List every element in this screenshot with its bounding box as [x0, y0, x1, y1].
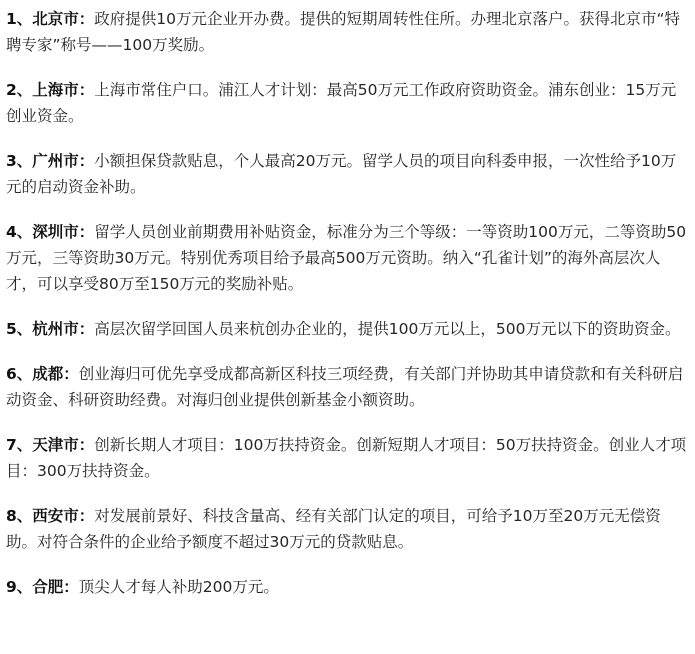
policy-item-shanghai — [6, 77, 689, 129]
city-label: 5、杭州市： — [6, 320, 95, 338]
policy-text: 留学人员创业前期费用补贴资金，标准分为三个等级：一等资助100万元，二等资助50万元，三等资助30万元。特别优秀项目给予最高500万元资助。纳入“孔雀计划”的海外高层次人才，可以享受80万至150万元的奖励补贴。 — [6, 223, 687, 293]
policy-text: 顶尖人才每人补助200万元。 — [78, 578, 279, 596]
city-label: 9、合肥： — [6, 578, 79, 596]
policy-text: 小额担保贷款贴息，个人最高20万元。留学人员的项目向科委申报，一次性给予10万元的启动资金补助。 — [6, 152, 677, 196]
city-label: 6、成都： — [6, 365, 79, 383]
policy-text: 高层次留学回国人员来杭创办企业的，提供100万元以上，500万元以下的资助资金。 — [94, 320, 681, 338]
city-label: 3、广州市： — [6, 152, 95, 170]
city-label: 1、北京市： — [6, 10, 95, 28]
policy-text: 上海市常住户口。浦江人才计划：最高50万元工作政府资助资金。浦东创业：15万元创业资金。 — [6, 81, 677, 125]
policy-item-hefei — [6, 574, 689, 600]
policy-item-guangzhou — [6, 148, 689, 200]
policy-item-beijing — [6, 6, 689, 58]
city-label: 7、天津市： — [6, 436, 95, 454]
policy-text: 创业海归可优先享受成都高新区科技三项经费，有关部门并协助其申请贷款和有关科研启动资金、科研资助经费。对海归创业提供创新基金小额资助。 — [6, 365, 684, 409]
city-label: 8、西安市： — [6, 507, 95, 525]
policy-item-chengdu — [6, 361, 689, 413]
city-label: 4、深圳市： — [6, 223, 95, 241]
policy-item-hangzhou — [6, 316, 689, 342]
policy-item-tianjin — [6, 432, 689, 484]
city-label: 2、上海市： — [6, 81, 95, 99]
policy-item-xian — [6, 503, 689, 555]
policy-text: 创新长期人才项目：100万扶持资金。创新短期人才项目：50万扶持资金。创业人才项目：300万扶持资金。 — [6, 436, 687, 480]
policy-text: 对发展前景好、科技含量高、经有关部门认定的项目，可给予10万至20万元无偿资助。对符合条件的企业给予额度不超过30万元的贷款贴息。 — [6, 507, 661, 551]
policy-item-shenzhen — [6, 219, 689, 297]
policy-text: 政府提供10万元企业开办费。提供的短期周转性住所。办理北京落户。获得北京市“特聘专家”称号——100万奖励。 — [6, 10, 681, 54]
